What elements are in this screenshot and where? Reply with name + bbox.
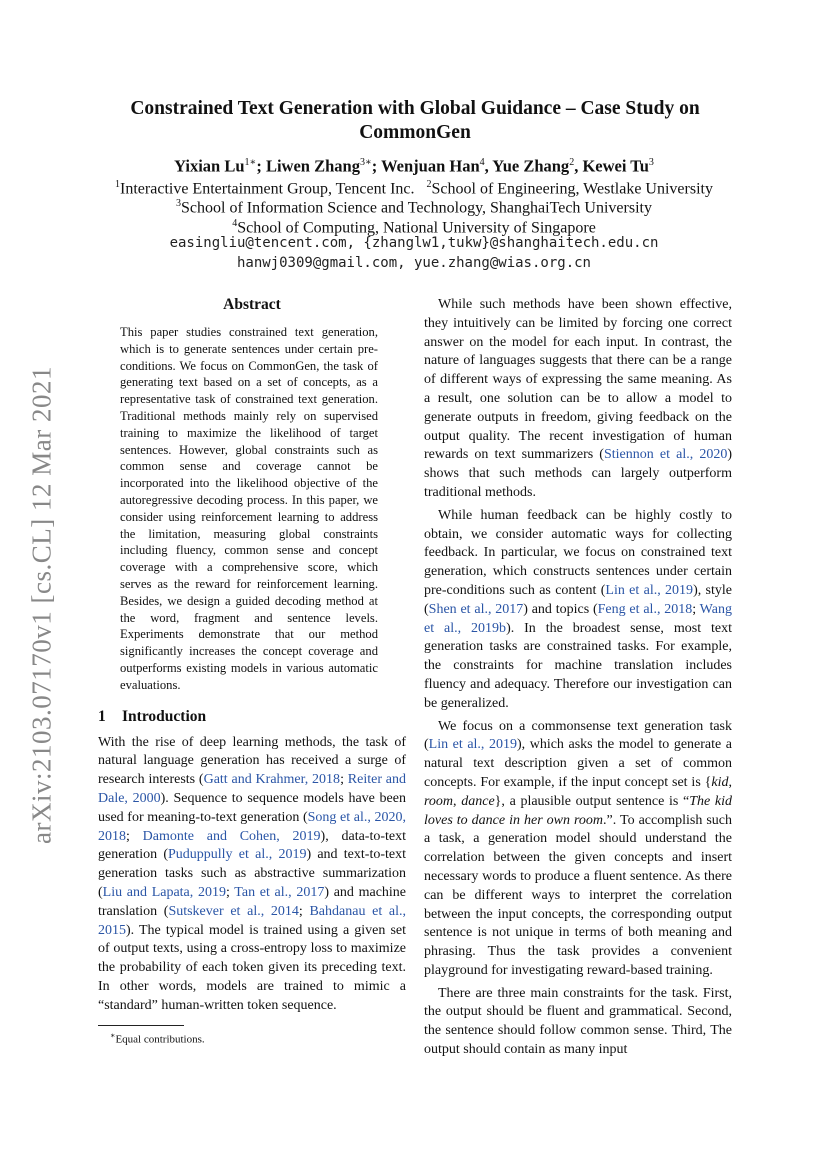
citation-link[interactable]: Shen et al., 2017 (428, 601, 524, 617)
affiliation-line-3: $^4$School of Computing, National University of Singapore (232, 218, 596, 237)
email-line-1: easingliu@tencent.com, {zhanglw1,tukw}@shanghaitech.edu.cn (169, 235, 659, 251)
author-name: Wenjuan Han (381, 156, 480, 176)
right-paragraph-2: While human feedback can be highly costly to obtain, we consider automatic ways for collecting feedback. In particular, we focus on constrained text generation, which constructs sentences under certain pre-conditions such as content (Lin et al., 2019), style (Shen et al., 2017) and topics (Feng et al., 2018; Wang et al., 2019b). In the broadest sense, most text generation tasks are constrained tasks. For example, the constraints for machine translation includes fluency and adequacy. Therefore our investigation can be generalized. (424, 507, 732, 711)
citation-link[interactable]: Stiennon et al., 2020 (603, 447, 728, 463)
intro-paragraph-1: With the rise of deep learning methods, the task of natural language generation has received a surge of research interests (Gatt and Krahmer, 2018; Reiter and Dale, 2000). Sequence to sequence models have been used for meaning-to-text generation (Song et al., 2020, 2018; Damonte and Cohen, 2019), data-to-text generation (Puduppully et al., 2019) and text-to-text generation tasks such as abstractive summarization (Liu and Lapata, 2019; Tan et al., 2017) and machine translation (Sutskever et al., 2014; Bahdanau et al., 2015). The typical model is trained using a given set of output texts, using a cross-entropy loss to maximize the probability of each token given its preceding text. In other words, models are trained to mimic a “standard” human-written token sequence. (98, 734, 407, 1013)
author-name: Yixian Lu (174, 156, 245, 176)
citation-link[interactable]: Feng et al., 2018 (597, 601, 693, 617)
citation-link[interactable]: Lin et al., 2019 (605, 582, 694, 598)
affiliation-line-2: $^3$School of Information Science and Technology, ShanghaiTech University (176, 198, 652, 217)
citation-link[interactable]: Lin et al., 2019 (428, 737, 517, 753)
author-name: Liwen Zhang (265, 156, 360, 176)
author-line: Yixian $Lu^{1∗}$; Liwen Zhang$^{3∗}$; Wenjuan Han$^4$, Yue Zhang$^2$, Kewei Tu$^3$ (174, 156, 654, 176)
email-line-2: hanwj0309@gmail.com, yue.zhang@wias.org.cn (236, 255, 591, 271)
citation-link[interactable]: Liu and Lapata, 2019 (102, 884, 226, 900)
citation-link[interactable]: Damonte and Cohen, 2019 (142, 828, 321, 844)
citation-link[interactable]: Reiter and Dale, 2000 (98, 772, 407, 806)
affiliation-line-1: $^1$Interactive Entertainment Group, Tencent Inc. $^2$School of Engineering, Westlake University (115, 179, 713, 198)
citation-link[interactable]: Tan et al., 2017 (234, 884, 325, 900)
citation-link[interactable]: Bahdanau et al., 2015 (98, 903, 407, 938)
abstract-text: This paper studies constrained text generation, which is to generate sentences under certain pre-conditions. We focus on CommonGen, the task of generating text based on a set of concepts, as a representative task of constrained text generation. Traditional methods mainly rely on supervised training to maximize the likelihood of target sentences. However, global constraints such as common sense and coverage cannot be incorporated into the likelihood objective of the autoregressive decoding process. In this paper, we consider using reinforcement learning to address the limitation, measuring global constraints including fluency, common sense and concept coverage with a comprehensive score, which serves as the reward for reinforcement learning. Besides, we design a guided decoding method at the word, fragment and sentence levels. Experiments demonstrate that our method significantly increases the concept coverage and outperforms existing models in various automatic evaluations. (120, 325, 378, 692)
citation-link[interactable]: Puduppully et al., 2019 (167, 847, 307, 863)
footnote: ∗Equal contributions. (110, 1031, 205, 1047)
citation-link[interactable]: Sutskever et al., 2014 (168, 903, 299, 919)
right-paragraph-1: While such methods have been shown effective, they intuitively can be limited by forcing one correct answer on the model for each input. In contrast, the nature of languages suggests that there can be a range of different ways of expressing the same meaning. As a result, one solution can be to allow a model to generate outputs in freedom, giving feedback on the output quality. The recent investigation of human rewards on text summarizers (Stiennon et al., 2020) shows that such methods can largely outperform traditional methods. (424, 297, 732, 500)
section-heading-introduction: 1 Introduction (98, 707, 207, 725)
citation-link[interactable]: Wang et al., 2019b (424, 601, 732, 636)
arxiv-side-identifier: arXiv:2103.07170v1 [cs.CL] 12 Mar 2021 (26, 366, 57, 844)
author-name: Yue Zhang (492, 156, 570, 176)
right-paragraph-4: There are three main constraints for the task. First, the output should be fluent and grammatical. Second, the sentence should follow common sense. Third, The output should contain as many input (424, 985, 732, 1058)
paper-title: Constrained Text Generation with Global Guidance – Case Study on CommonGen (130, 98, 700, 143)
abstract-heading: Abstract (223, 296, 281, 313)
right-column (424, 296, 732, 1060)
left-column (98, 296, 406, 1047)
right-paragraph-3: We focus on a commonsense text generation task (Lin et al., 2019), which asks the model to generate a natural text description given a set of common concepts. For example, if the input concept set is {kid, room, dance}, a plausible output sentence is “The kid loves to dance in her own room.”. To accomplish such a task, a generation model should understand the correlation between the given concepts and insert necessary words to produce a fluent sentence. As there can be different ways to interpret the correlation between the input concepts, the corresponding output sentence is not unique in terms of both meaning and phrasing. Thus the task provides a convenient playground for investigating reward-based training. (424, 718, 732, 978)
footnote-rule (98, 1025, 184, 1026)
citation-link[interactable]: Gatt and Krahmer, 2018 (203, 772, 341, 788)
citation-link[interactable]: Song et al., 2020, 2018 (98, 809, 406, 844)
author-name: Kewei Tu (582, 156, 649, 176)
